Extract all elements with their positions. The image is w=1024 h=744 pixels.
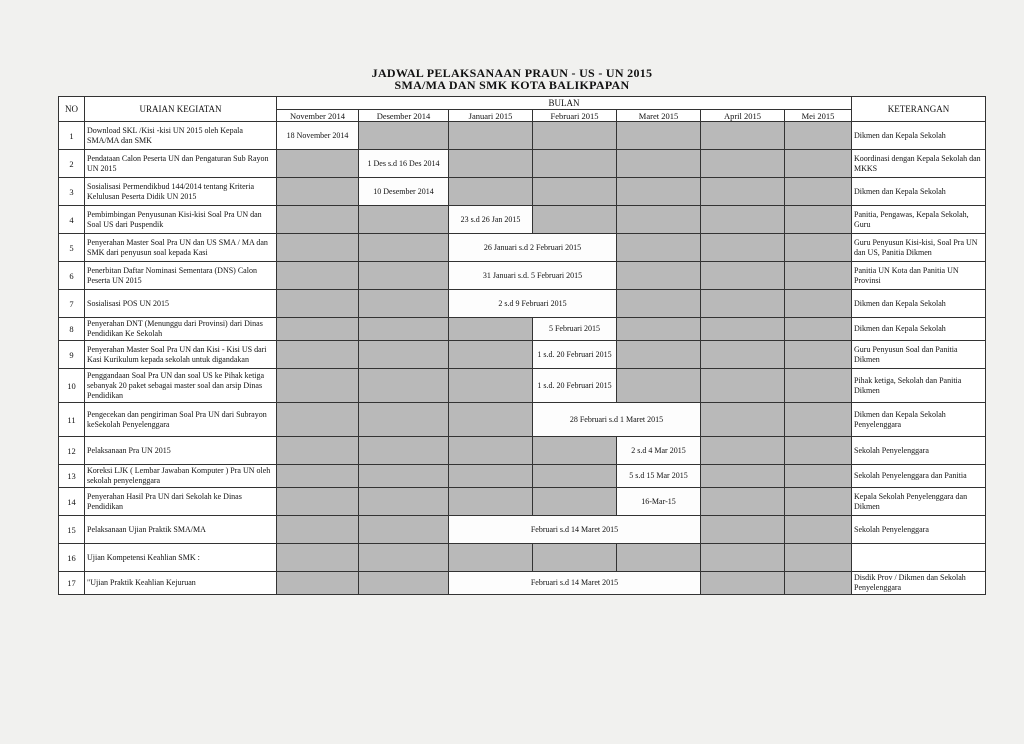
row-number: 10: [59, 369, 85, 403]
empty-month-cell: [359, 488, 449, 516]
empty-month-cell: [617, 318, 701, 341]
table-row: [59, 403, 986, 437]
empty-month-cell: [359, 516, 449, 544]
header-month: Maret 2015: [617, 110, 701, 122]
table-row: [59, 341, 986, 369]
empty-month-cell: [277, 178, 359, 206]
table-row: [59, 572, 986, 595]
empty-month-cell: [359, 437, 449, 465]
empty-month-cell: [785, 178, 852, 206]
empty-month-cell: [701, 234, 785, 262]
keterangan-cell: Pihak ketiga, Sekolah dan Panitia Dikmen: [852, 369, 986, 403]
empty-month-cell: [533, 437, 617, 465]
empty-month-cell: [701, 488, 785, 516]
empty-month-cell: [785, 572, 852, 595]
activity-cell: Penggandaan Soal Pra UN dan soal US ke Pihak ketiga sebanyak 20 paket sebagai master soal dan arsip Dinas Pendidikan: [85, 369, 277, 403]
activity-cell: Penyerahan Hasil Pra UN dari Sekolah ke Dinas Pendidikan: [85, 488, 277, 516]
row-number: 12: [59, 437, 85, 465]
activity-cell: Penyerahan Master Soal Pra UN dan US SMA / MA dan SMK dari penyusun soal kepada Kasi: [85, 234, 277, 262]
empty-month-cell: [359, 572, 449, 595]
empty-month-cell: [701, 178, 785, 206]
empty-month-cell: [701, 572, 785, 595]
empty-month-cell: [617, 369, 701, 403]
empty-month-cell: [785, 437, 852, 465]
row-number: 14: [59, 488, 85, 516]
keterangan-cell: Guru Penyusun Soal dan Panitia Dikmen: [852, 341, 986, 369]
empty-month-cell: [785, 318, 852, 341]
empty-month-cell: [785, 488, 852, 516]
header-month: Desember 2014: [359, 110, 449, 122]
table-row: [59, 206, 986, 234]
header-keterangan: KETERANGAN: [852, 97, 986, 122]
header-uraian-kegiatan: URAIAN KEGIATAN: [85, 97, 277, 122]
keterangan-cell: Sekolah Penyelenggara dan Panitia: [852, 465, 986, 488]
keterangan-cell: Panitia, Pengawas, Kepala Sekolah, Guru: [852, 206, 986, 234]
activity-cell: Penyerahan Master Soal Pra UN dan Kisi - Kisi US dari Kasi Kurikulum kepada sekolah untuk digandakan: [85, 341, 277, 369]
activity-cell: Sosialisasi Permendikbud 144/2014 tentang Kriteria Kelulusan Peserta Didik UN 2015: [85, 178, 277, 206]
schedule-bar: Februari s.d 14 Maret 2015: [449, 572, 701, 595]
empty-month-cell: [617, 234, 701, 262]
activity-cell: Pengecekan dan pengiriman Soal Pra UN dari Subrayon keSekolah Penyelenggara: [85, 403, 277, 437]
schedule-table: [58, 96, 986, 595]
keterangan-cell: Kepala Sekolah Penyelenggara dan Dikmen: [852, 488, 986, 516]
keterangan-cell: Sekolah Penyelenggara: [852, 516, 986, 544]
table-row: [59, 465, 986, 488]
table-row: [59, 290, 986, 318]
empty-month-cell: [277, 572, 359, 595]
row-number: 6: [59, 262, 85, 290]
keterangan-cell: Dikmen dan Kepala Sekolah: [852, 318, 986, 341]
empty-month-cell: [277, 318, 359, 341]
schedule-bar: 2 s.d 4 Mar 2015: [617, 437, 701, 465]
schedule-bar: 5 s.d 15 Mar 2015: [617, 465, 701, 488]
empty-month-cell: [617, 544, 701, 572]
empty-month-cell: [701, 206, 785, 234]
empty-month-cell: [449, 544, 533, 572]
empty-month-cell: [617, 262, 701, 290]
table-row: [59, 234, 986, 262]
empty-month-cell: [785, 234, 852, 262]
keterangan-cell: Koordinasi dengan Kepala Sekolah dan MKKS: [852, 150, 986, 178]
empty-month-cell: [359, 341, 449, 369]
keterangan-cell: Panitia UN Kota dan Panitia UN Provinsi: [852, 262, 986, 290]
table-row: [59, 318, 986, 341]
empty-month-cell: [533, 206, 617, 234]
activity-cell: Penerbitan Daftar Nominasi Sementara (DNS) Calon Peserta UN 2015: [85, 262, 277, 290]
empty-month-cell: [701, 122, 785, 150]
schedule-bar: 1 s.d. 20 Februari 2015: [533, 369, 617, 403]
row-number: 8: [59, 318, 85, 341]
row-number: 13: [59, 465, 85, 488]
schedule-bar: 10 Desember 2014: [359, 178, 449, 206]
empty-month-cell: [617, 341, 701, 369]
empty-month-cell: [785, 150, 852, 178]
empty-month-cell: [785, 369, 852, 403]
empty-month-cell: [277, 369, 359, 403]
keterangan-cell: Dikmen dan Kepala Sekolah Penyelenggara: [852, 403, 986, 437]
empty-month-cell: [533, 544, 617, 572]
empty-month-cell: [277, 465, 359, 488]
activity-cell: Pelaksanaan Pra UN 2015: [85, 437, 277, 465]
empty-month-cell: [785, 465, 852, 488]
keterangan-cell: Dikmen dan Kepala Sekolah: [852, 290, 986, 318]
empty-month-cell: [617, 206, 701, 234]
keterangan-cell: Dikmen dan Kepala Sekolah: [852, 122, 986, 150]
table-row: [59, 544, 986, 572]
schedule-bar: 5 Februari 2015: [533, 318, 617, 341]
empty-month-cell: [359, 122, 449, 150]
schedule-bar: Februari s.d 14 Maret 2015: [449, 516, 701, 544]
empty-month-cell: [785, 206, 852, 234]
empty-month-cell: [359, 544, 449, 572]
row-number: 11: [59, 403, 85, 437]
empty-month-cell: [785, 262, 852, 290]
empty-month-cell: [449, 318, 533, 341]
empty-month-cell: [449, 488, 533, 516]
row-number: 9: [59, 341, 85, 369]
row-number: 4: [59, 206, 85, 234]
keterangan-cell: Dikmen dan Kepala Sekolah: [852, 178, 986, 206]
keterangan-cell: Disdik Prov / Dikmen dan Sekolah Penyelenggara: [852, 572, 986, 595]
document-title: JADWAL PELAKSANAAN PRAUN - US - UN 2015: [371, 66, 653, 80]
empty-month-cell: [277, 234, 359, 262]
schedule-bar: 1 s.d. 20 Februari 2015: [533, 341, 617, 369]
empty-month-cell: [701, 262, 785, 290]
empty-month-cell: [785, 544, 852, 572]
row-number: 7: [59, 290, 85, 318]
empty-month-cell: [359, 465, 449, 488]
empty-month-cell: [277, 290, 359, 318]
table-row: [59, 488, 986, 516]
empty-month-cell: [785, 341, 852, 369]
empty-month-cell: [701, 341, 785, 369]
empty-month-cell: [449, 403, 533, 437]
empty-month-cell: [359, 369, 449, 403]
empty-month-cell: [277, 150, 359, 178]
header-month: November 2014: [277, 110, 359, 122]
header-month: April 2015: [701, 110, 785, 122]
activity-cell: Koreksi LJK ( Lembar Jawaban Komputer ) Pra UN oleh sekolah penyelenggara: [85, 465, 277, 488]
empty-month-cell: [701, 369, 785, 403]
empty-month-cell: [449, 122, 533, 150]
empty-month-cell: [277, 341, 359, 369]
empty-month-cell: [701, 150, 785, 178]
activity-cell: Download SKL /Kisi -kisi UN 2015 oleh Kepala SMA/MA dan SMK: [85, 122, 277, 150]
keterangan-cell: Guru Penyusun Kisi-kisi, Soal Pra UN dan US, Panitia Dikmen: [852, 234, 986, 262]
activity-cell: Sosialisasi POS UN 2015: [85, 290, 277, 318]
empty-month-cell: [785, 516, 852, 544]
row-number: 16: [59, 544, 85, 572]
table-row: [59, 178, 986, 206]
schedule-body: [59, 122, 986, 595]
header-month: Januari 2015: [449, 110, 533, 122]
empty-month-cell: [359, 290, 449, 318]
schedule-bar: 1 Des s.d 16 Des 2014: [359, 150, 449, 178]
empty-month-cell: [617, 150, 701, 178]
empty-month-cell: [277, 262, 359, 290]
header-month: Mei 2015: [785, 110, 852, 122]
table-row: [59, 150, 986, 178]
empty-month-cell: [701, 516, 785, 544]
empty-month-cell: [533, 465, 617, 488]
empty-month-cell: [533, 122, 617, 150]
keterangan-cell: Sekolah Penyelenggara: [852, 437, 986, 465]
header-no: NO: [59, 97, 85, 122]
activity-cell: Pembimbingan Penyusunan Kisi-kisi Soal Pra UN dan Soal US dari Puspendik: [85, 206, 277, 234]
row-number: 3: [59, 178, 85, 206]
empty-month-cell: [533, 150, 617, 178]
empty-month-cell: [533, 488, 617, 516]
empty-month-cell: [785, 290, 852, 318]
empty-month-cell: [359, 206, 449, 234]
table-row: [59, 437, 986, 465]
empty-month-cell: [617, 178, 701, 206]
empty-month-cell: [449, 465, 533, 488]
schedule-bar: 2 s.d 9 Februari 2015: [449, 290, 617, 318]
activity-cell: Penyerahan DNT (Menunggu dari Provinsi) dari Dinas Pendidikan Ke Sekolah: [85, 318, 277, 341]
empty-month-cell: [617, 290, 701, 318]
empty-month-cell: [277, 544, 359, 572]
schedule-bar: 28 Februari s.d 1 Maret 2015: [533, 403, 701, 437]
schedule-bar: 18 November 2014: [277, 122, 359, 150]
empty-month-cell: [449, 150, 533, 178]
keterangan-cell: [852, 544, 986, 572]
row-number: 15: [59, 516, 85, 544]
activity-cell: Pendataan Calon Peserta UN dan Pengaturan Sub Rayon UN 2015: [85, 150, 277, 178]
row-number: 5: [59, 234, 85, 262]
table-row: [59, 262, 986, 290]
empty-month-cell: [449, 369, 533, 403]
empty-month-cell: [277, 516, 359, 544]
table-row: [59, 122, 986, 150]
empty-month-cell: [701, 544, 785, 572]
empty-month-cell: [701, 290, 785, 318]
table-row: [59, 516, 986, 544]
row-number: 2: [59, 150, 85, 178]
empty-month-cell: [785, 403, 852, 437]
empty-month-cell: [701, 403, 785, 437]
empty-month-cell: [617, 122, 701, 150]
empty-month-cell: [359, 318, 449, 341]
schedule-bar: 31 Januari s.d. 5 Februari 2015: [449, 262, 617, 290]
empty-month-cell: [277, 437, 359, 465]
empty-month-cell: [701, 318, 785, 341]
empty-month-cell: [359, 403, 449, 437]
empty-month-cell: [449, 341, 533, 369]
empty-month-cell: [449, 437, 533, 465]
empty-month-cell: [785, 122, 852, 150]
table-row: [59, 369, 986, 403]
activity-cell: Ujian Kompetensi Keahlian SMK :: [85, 544, 277, 572]
header-month: Februari 2015: [533, 110, 617, 122]
empty-month-cell: [359, 234, 449, 262]
empty-month-cell: [533, 178, 617, 206]
empty-month-cell: [359, 262, 449, 290]
empty-month-cell: [277, 488, 359, 516]
schedule-bar: 16-Mar-15: [617, 488, 701, 516]
empty-month-cell: [701, 437, 785, 465]
activity-cell: Pelaksanaan Ujian Praktik SMA/MA: [85, 516, 277, 544]
activity-cell: "Ujian Praktik Keahlian Kejuruan: [85, 572, 277, 595]
empty-month-cell: [449, 178, 533, 206]
empty-month-cell: [701, 465, 785, 488]
empty-month-cell: [277, 206, 359, 234]
row-number: 1: [59, 122, 85, 150]
document-subtitle: SMA/MA DAN SMK KOTA BALIKPAPAN: [394, 78, 630, 92]
header-bulan: BULAN: [277, 97, 852, 110]
schedule-bar: 26 Januari s.d 2 Februari 2015: [449, 234, 617, 262]
row-number: 17: [59, 572, 85, 595]
empty-month-cell: [277, 403, 359, 437]
schedule-bar: 23 s.d 26 Jan 2015: [449, 206, 533, 234]
